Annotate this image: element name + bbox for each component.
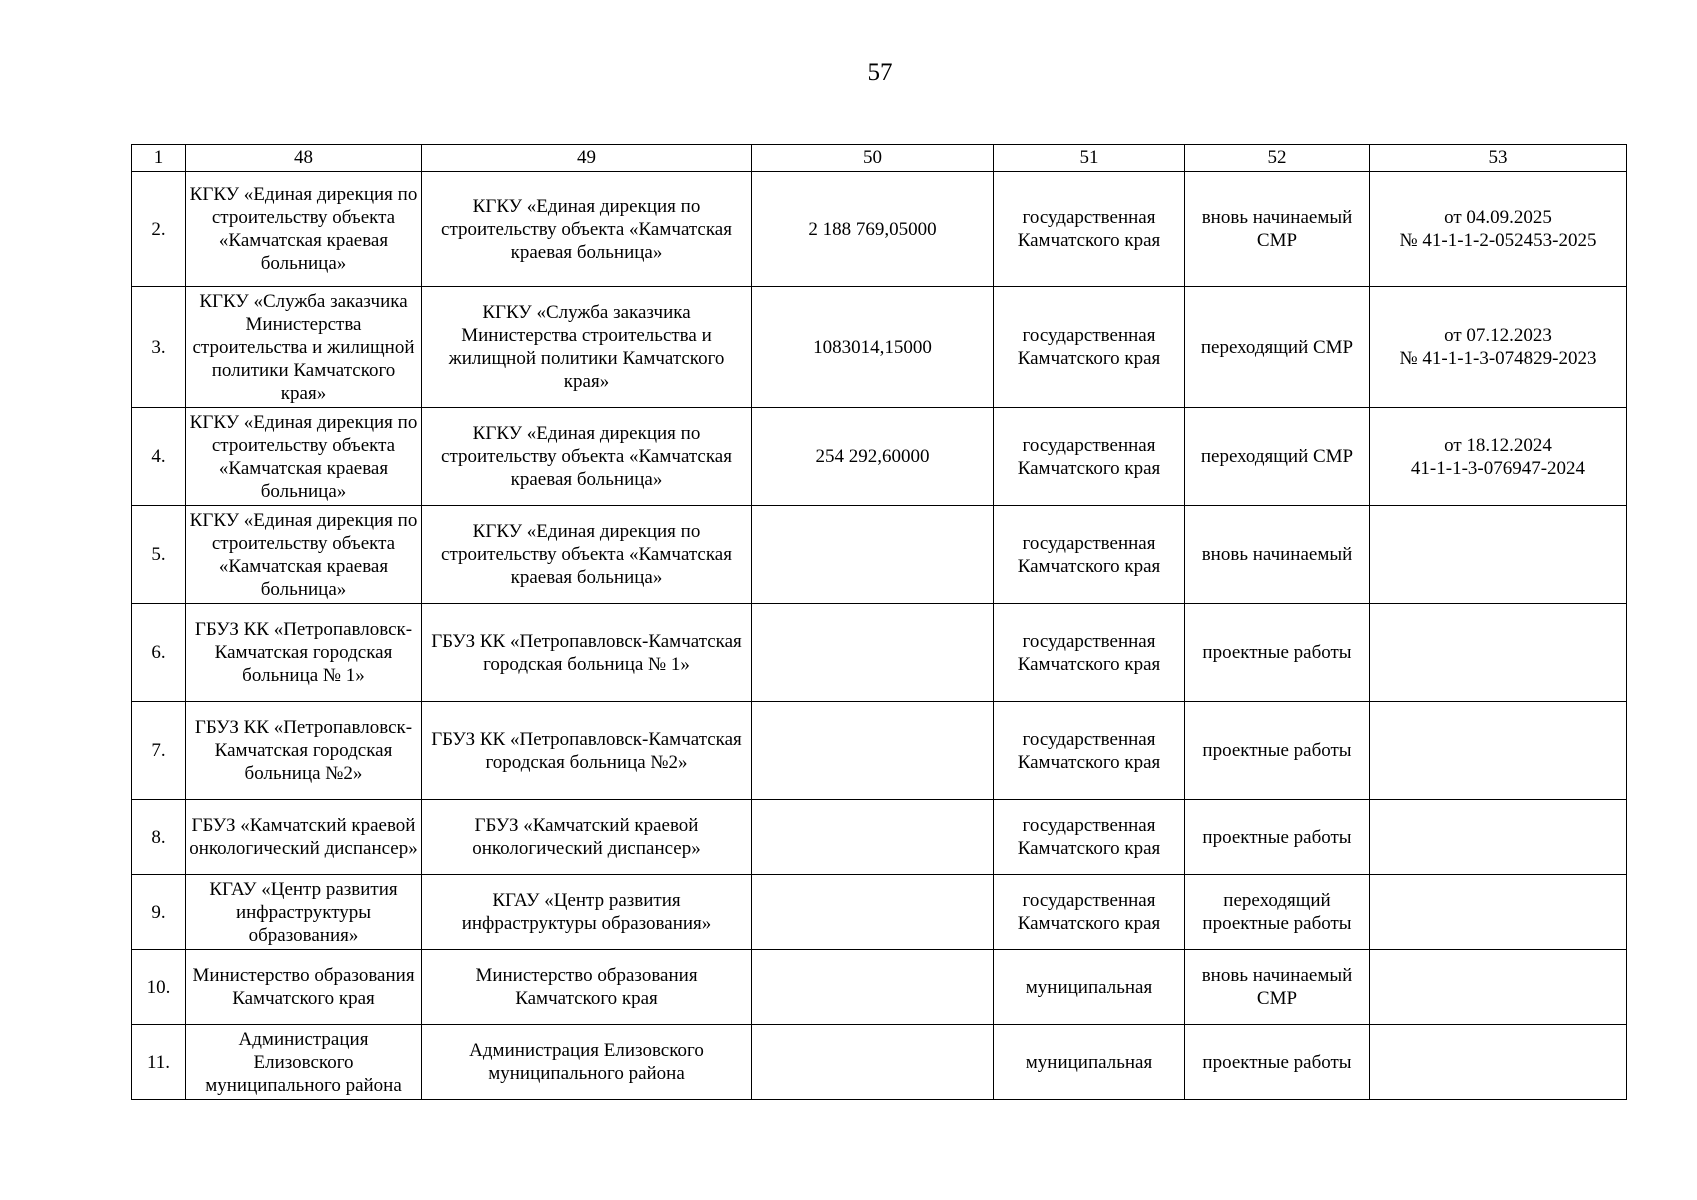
column-header: 53: [1370, 145, 1627, 172]
conclusion-date: от 18.12.2024: [1444, 434, 1552, 456]
cell-col-50: 2 188 769,05000: [752, 172, 994, 287]
cell-col-52: проектные работы: [1185, 604, 1370, 702]
cell-col-49: ГБУЗ КК «Петропавловск-Камчатская городская больница № 1»: [422, 604, 752, 702]
column-number-row: [132, 145, 1627, 172]
table-row: [132, 1025, 1627, 1100]
cell-col-50: [752, 506, 994, 604]
cell-col-53: [1370, 287, 1627, 408]
cell-col-53: [1370, 702, 1627, 800]
cell-col-52: переходящий СМР: [1185, 287, 1370, 408]
cell-col-51: государственная Камчатского края: [994, 702, 1185, 800]
conclusion-date: от 07.12.2023: [1444, 325, 1552, 346]
cell-col-50: [752, 604, 994, 702]
cell-col-49: КГКУ «Единая дирекция по строительству объекта «Камчатская краевая больница»: [422, 506, 752, 604]
cell-col-49: ГБУЗ «Камчатский краевой онкологический диспансер»: [422, 800, 752, 875]
cell-col-52: вновь начинаемый СМР: [1185, 950, 1370, 1025]
cell-col-50: [752, 1025, 994, 1100]
column-header: 48: [186, 145, 422, 172]
table-row: [132, 950, 1627, 1025]
row-number: 7.: [132, 702, 186, 800]
cell-col-50: 1083014,15000: [752, 287, 994, 408]
row-number: 10.: [132, 950, 186, 1025]
cell-col-48: Администрация Елизовского муниципального района: [186, 1025, 422, 1100]
cell-col-52: переходящий СМР: [1185, 408, 1370, 506]
cell-col-53: [1370, 506, 1627, 604]
table-row: [132, 800, 1627, 875]
column-header: 52: [1185, 145, 1370, 172]
row-number: 3.: [132, 287, 186, 408]
cell-col-50: [752, 702, 994, 800]
conclusion-number: № 41-1-1-2-052453-2025: [1399, 230, 1597, 251]
column-header: 51: [994, 145, 1185, 172]
table-row: [132, 408, 1627, 506]
row-number: 2.: [132, 172, 186, 287]
cell-col-52: проектные работы: [1185, 702, 1370, 800]
conclusion-date: от 04.09.2025: [1444, 207, 1552, 228]
cell-col-49: КГКУ «Служба заказчика Министерства строительства и жилищной политики Камчатского края»: [422, 287, 752, 408]
cell-col-53: [1370, 408, 1627, 506]
cell-col-50: [752, 875, 994, 950]
table-row: [132, 702, 1627, 800]
cell-col-48: ГБУЗ «Камчатский краевой онкологический диспансер»: [186, 800, 422, 875]
cell-col-51: муниципальная: [994, 1025, 1185, 1100]
cell-col-48: КГКУ «Служба заказчика Министерства строительства и жилищной политики Камчатского края»: [186, 287, 422, 408]
column-header: 49: [422, 145, 752, 172]
cell-col-53: [1370, 1025, 1627, 1100]
cell-col-52: проектные работы: [1185, 1025, 1370, 1100]
cell-col-48: ГБУЗ КК «Петропавловск-Камчатская городская больница № 1»: [186, 604, 422, 702]
cell-col-53: [1370, 172, 1627, 287]
page-number: 57: [867, 59, 893, 86]
table-row: [132, 604, 1627, 702]
row-number: 9.: [132, 875, 186, 950]
cell-col-48: КГКУ «Единая дирекция по строительству объекта «Камчатская краевая больница»: [186, 408, 422, 506]
table-row: [132, 287, 1627, 408]
cell-col-50: [752, 800, 994, 875]
conclusion-number: 41-1-1-3-076947-2024: [1410, 457, 1586, 479]
conclusion-number: № 41-1-1-3-074829-2023: [1399, 348, 1597, 369]
cell-col-52: проектные работы: [1185, 800, 1370, 875]
cell-col-48: ГБУЗ КК «Петропавловск-Камчатская городская больница №2»: [186, 702, 422, 800]
cell-col-49: КГАУ «Центр развития инфраструктуры образования»: [422, 875, 752, 950]
cell-col-52: переходящий проектные работы: [1185, 875, 1370, 950]
cell-col-50: [752, 950, 994, 1025]
cell-col-53: [1370, 875, 1627, 950]
cell-col-50: 254 292,60000: [752, 408, 994, 506]
cell-col-48: КГКУ «Единая дирекция по строительству объекта «Камчатская краевая больница»: [186, 172, 422, 287]
cell-col-53: [1370, 604, 1627, 702]
cell-col-49: КГКУ «Единая дирекция по строительству объекта «Камчатская краевая больница»: [422, 408, 752, 506]
row-number: 11.: [132, 1025, 186, 1100]
cell-col-52: вновь начинаемый: [1185, 506, 1370, 604]
cell-col-48: Министерство образования Камчатского края: [186, 950, 422, 1025]
cell-col-51: государственная Камчатского края: [994, 875, 1185, 950]
row-number: 5.: [132, 506, 186, 604]
cell-col-49: Министерство образования Камчатского края: [422, 950, 752, 1025]
row-number: 4.: [132, 408, 186, 506]
cell-col-51: государственная Камчатского края: [994, 172, 1185, 287]
cell-col-48: КГКУ «Единая дирекция по строительству объекта «Камчатская краевая больница»: [186, 506, 422, 604]
table-row: [132, 875, 1627, 950]
cell-col-52: вновь начинаемый СМР: [1185, 172, 1370, 287]
row-number: 6.: [132, 604, 186, 702]
column-header: 1: [132, 145, 186, 172]
cell-col-49: КГКУ «Единая дирекция по строительству объекта «Камчатская краевая больница»: [422, 172, 752, 287]
cell-col-51: государственная Камчатского края: [994, 604, 1185, 702]
row-number: 8.: [132, 800, 186, 875]
cell-col-51: государственная Камчатского края: [994, 408, 1185, 506]
table-row: [132, 506, 1627, 604]
cell-col-51: государственная Камчатского края: [994, 506, 1185, 604]
cell-col-51: государственная Камчатского края: [994, 287, 1185, 408]
table-row: [132, 172, 1627, 287]
cell-col-49: ГБУЗ КК «Петропавловск-Камчатская городская больница №2»: [422, 702, 752, 800]
data-table: [131, 144, 1627, 1100]
cell-col-53: [1370, 950, 1627, 1025]
column-header: 50: [752, 145, 994, 172]
cell-col-51: государственная Камчатского края: [994, 800, 1185, 875]
cell-col-48: КГАУ «Центр развития инфраструктуры образования»: [186, 875, 422, 950]
cell-col-53: [1370, 800, 1627, 875]
cell-col-51: муниципальная: [994, 950, 1185, 1025]
cell-col-49: Администрация Елизовского муниципального района: [422, 1025, 752, 1100]
